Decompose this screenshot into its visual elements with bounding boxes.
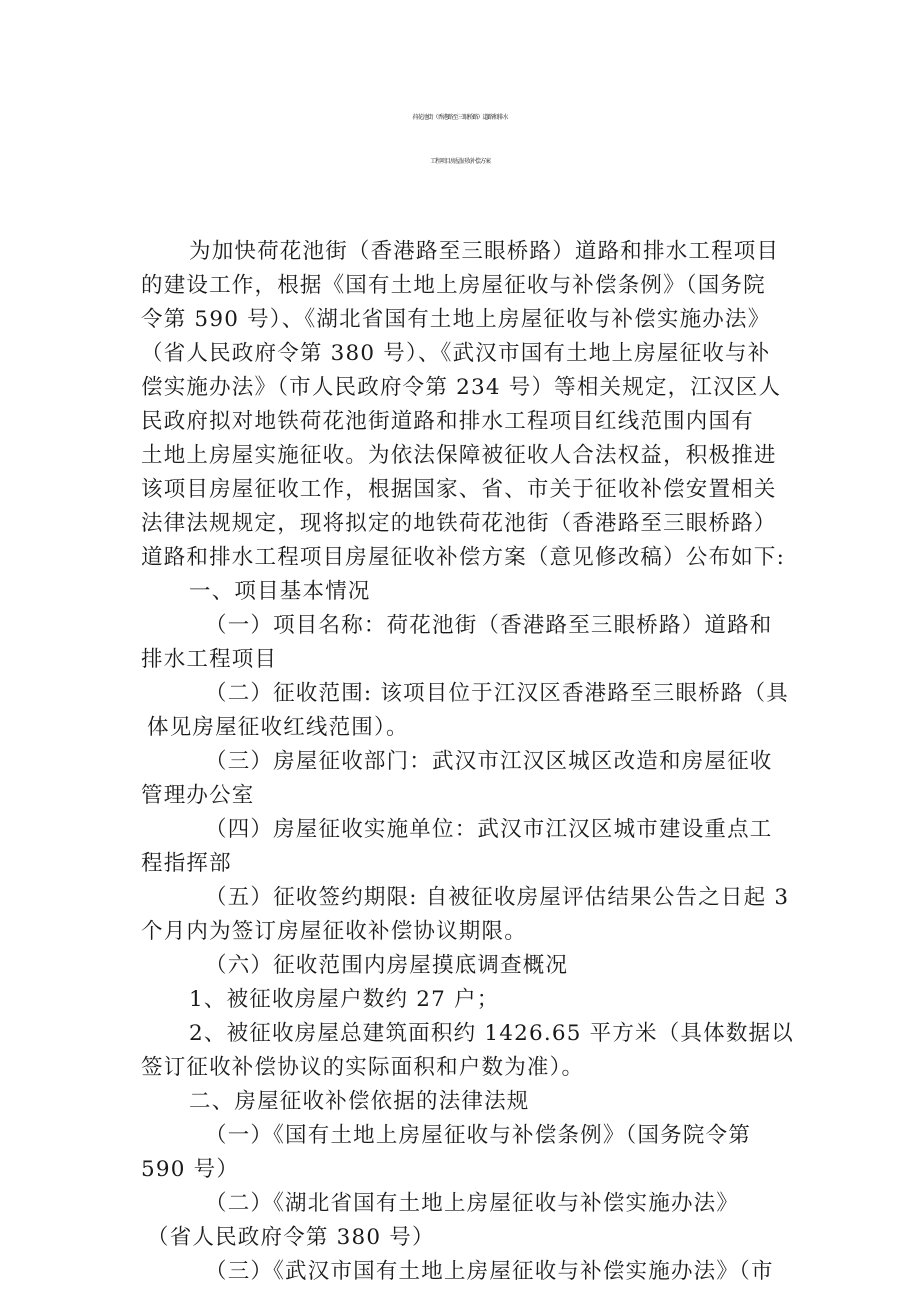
body-line: 该项目房屋征收工作，根据国家、省、市关于征收补偿安置相关 xyxy=(141,477,777,502)
body-line: 土地上房屋实施征收。为依法保障被征收人合法权益，积极推进 xyxy=(141,443,777,468)
document-title-line-2: 工程项目房屋征收补偿方案 xyxy=(429,158,490,165)
body-line: （一）项目名称：荷花池街（香港路至三眼桥路）道路和 xyxy=(205,613,773,638)
body-line: 道路和排水工程项目房屋征收补偿方案（意见修改稿）公布如下: xyxy=(141,545,786,570)
body-line: 签订征收补偿协议的实际面积和户数为准）。 xyxy=(141,1055,585,1080)
body-line: 2、被征收房屋总建筑面积约 1426.65 平方米（具体数据以 xyxy=(189,1021,794,1046)
body-line: （省人民政府令第 380 号）、《武汉市国有土地上房屋征收与补 xyxy=(141,341,771,366)
body-line: 1、被征收房屋户数约 27 户； xyxy=(189,987,500,1012)
body-line: 程指挥部 xyxy=(141,851,232,876)
body-line: （二）征收范围: 该项目位于江汉区香港路至三眼桥路（具 xyxy=(205,681,789,706)
body-line: 偿实施办法》（市人民政府令第 234 号）等相关规定，江汉区人 xyxy=(141,375,782,400)
body-line: （二）《湖北省国有土地上房屋征收与补偿实施办法》 xyxy=(205,1191,740,1216)
body-line: 590 号） xyxy=(141,1157,240,1182)
body-line: 民政府拟对地铁荷花池街道路和排水工程项目红线范围内国有 xyxy=(141,409,754,434)
body-line: （五）征收签约期限: 自被征收房屋评估结果公告之日起 3 xyxy=(205,885,790,910)
body-line: （一）《国有土地上房屋征收与补偿条例》（国务院令第 xyxy=(205,1123,752,1148)
body-line: 个月内为签订房屋征收补偿协议期限。 xyxy=(141,919,527,944)
body-line: 体见房屋征收红线范围）。 xyxy=(147,715,409,740)
body-line: 的建设工作，根据《国有土地上房屋征收与补偿条例》（国务院 xyxy=(141,273,766,298)
body-line: （省人民政府令第 380 号） xyxy=(147,1225,435,1250)
body-line: 管理办公室 xyxy=(141,783,255,808)
body-line: （四）房屋征收实施单位：武汉市江汉区城市建设重点工 xyxy=(205,817,773,842)
body-line: （六）征收范围内房屋摸底调查概况 xyxy=(205,953,569,978)
section-heading: 二、房屋征收补偿依据的法律法规 xyxy=(189,1089,530,1114)
body-line: 排水工程项目 xyxy=(141,647,278,672)
section-heading: 一、项目基本情况 xyxy=(189,579,371,604)
body-line: 令第 590 号）、《湖北省国有土地上房屋征收与补偿实施办法》 xyxy=(141,307,771,332)
document-title-line-1: 荷花池街（香港路至三眼桥路）道路和排水 xyxy=(412,114,508,121)
body-line: 为加快荷花池街（香港路至三眼桥路）道路和排水工程项目 xyxy=(189,239,780,264)
body-line: 法律法规规定，现将拟定的地铁荷花池街（香港路至三眼桥路） xyxy=(141,511,777,536)
body-line: （三）《武汉市国有土地上房屋征收与补偿实施办法》（市 xyxy=(205,1259,774,1284)
body-line: （三）房屋征收部门：武汉市江汉区城区改造和房屋征收 xyxy=(205,749,773,774)
